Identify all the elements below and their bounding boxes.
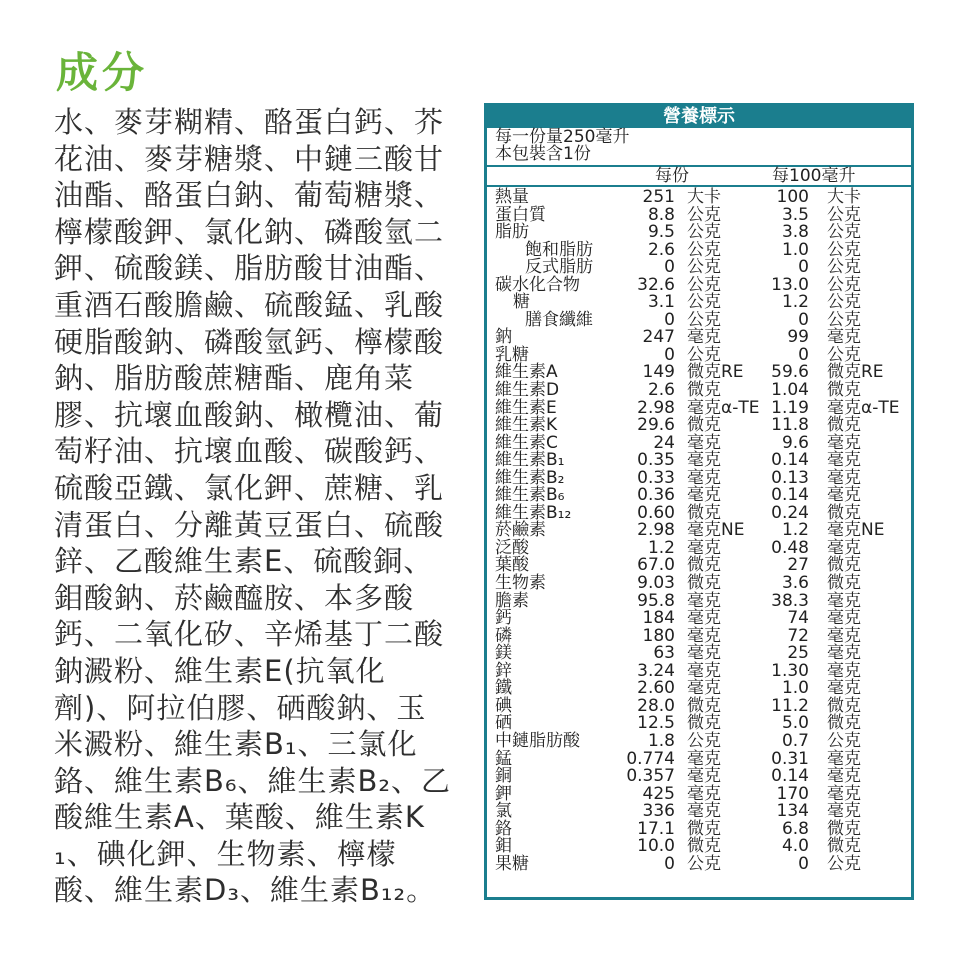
nutrient-name: 銅: [495, 766, 512, 787]
nutrient-name: 脂肪: [495, 222, 529, 243]
per-serving-value: 63: [653, 643, 675, 664]
per-serving-unit: 毫克: [687, 537, 721, 558]
per-100ml-value: 134: [776, 801, 809, 822]
per-serving-value: 336: [642, 801, 675, 822]
per-100ml-value: 1.19: [771, 397, 809, 418]
per-100ml-value: 38.3: [771, 590, 809, 611]
nutrition-facts-panel: [484, 103, 914, 900]
per-100ml-unit: 公克: [827, 204, 861, 225]
per-serving-value: 28.0: [637, 695, 675, 716]
nutrient-name: 果糖: [495, 853, 529, 874]
per-100ml-unit: 毫克: [827, 766, 861, 787]
per-100ml-value: 0: [798, 344, 809, 365]
per-100ml-unit: 公克: [827, 274, 861, 295]
per-100ml-value: 0.24: [771, 502, 809, 523]
per-serving-unit: 毫克: [687, 467, 721, 488]
per-100ml-unit: 毫克: [827, 643, 861, 664]
nutrition-title: 營養標示: [487, 106, 911, 128]
per-100ml-value: 11.8: [771, 415, 809, 436]
nutrient-row: [487, 224, 911, 242]
nutrient-name: 維生素B₁: [495, 450, 565, 471]
per-100ml-value: 0.14: [771, 450, 809, 471]
nutrient-name: 維生素E: [495, 397, 557, 418]
per-100ml-unit: 毫克: [827, 625, 861, 646]
per-100ml-value: 1.2: [781, 520, 809, 541]
per-100ml-value: 27: [787, 555, 809, 576]
per-100ml-value: 3.6: [781, 573, 809, 594]
per-100ml-unit: 微克: [827, 818, 861, 839]
per-serving-value: 2.60: [637, 678, 675, 699]
per-100ml-unit: 微克: [827, 502, 861, 523]
per-serving-unit: 毫克: [687, 748, 721, 769]
per-serving-unit: 微克: [687, 695, 721, 716]
per-serving-unit: 公克: [687, 730, 721, 751]
per-100ml-unit: 公克: [827, 239, 861, 260]
per-100ml-value: 59.6: [771, 362, 809, 383]
nutrient-name: 菸鹼素: [495, 520, 546, 541]
per-100ml-unit: 毫克: [827, 327, 861, 348]
per-100ml-unit: 毫克α-TE: [827, 397, 900, 418]
nutrient-row: [487, 730, 911, 751]
nutrient-name: 維生素A: [495, 362, 558, 383]
per-100ml-value: 6.8: [781, 818, 809, 839]
per-serving-value: 0: [664, 853, 675, 874]
per-100ml-value: 1.2: [781, 292, 809, 313]
nutrient-name: 維生素D: [495, 380, 560, 401]
per-serving-value: 2.6: [647, 380, 675, 401]
per-100ml-value: 1.30: [771, 660, 809, 681]
nutrient-name: 蛋白質: [495, 204, 546, 225]
per-serving-value: 9.5: [647, 222, 675, 243]
nutrient-name: 飽和脂肪: [525, 239, 593, 260]
per-serving-value: 2.98: [637, 397, 675, 418]
per-100ml-value: 25: [787, 643, 809, 664]
per-serving-value: 32.6: [637, 274, 675, 295]
per-100ml-unit: 微克: [827, 695, 861, 716]
nutrient-name: 碘: [495, 695, 512, 716]
per-100ml-value: 1.0: [781, 239, 809, 260]
per-100ml-unit: 毫克: [827, 783, 861, 804]
per-serving-unit: 公克: [687, 222, 721, 243]
per-100ml-value: 9.6: [781, 432, 809, 453]
page-title: 成分: [56, 48, 149, 97]
per-serving-unit: 毫克: [687, 766, 721, 787]
per-100ml-value: 0.31: [771, 748, 809, 769]
nutrient-name: 錳: [495, 748, 512, 769]
per-100ml-unit: 微克RE: [827, 362, 884, 383]
per-serving-value: 0.35: [637, 450, 675, 471]
nutrient-name: 反式脂肪: [525, 257, 593, 278]
per-serving-value: 1.2: [647, 537, 675, 558]
per-100ml-unit: 毫克: [827, 748, 861, 769]
per-100ml-unit: 毫克: [827, 660, 861, 681]
per-serving-value: 95.8: [637, 590, 675, 611]
per-100ml-unit: 毫克: [827, 450, 861, 471]
per-100ml-unit: 公克: [827, 292, 861, 313]
per-serving-value: 2.6: [647, 239, 675, 260]
per-100ml-unit: 公克: [827, 309, 861, 330]
nutrient-name: 鉻: [495, 818, 512, 839]
ingredients-list: 水、麥芽糊精、酪蛋白鈣、芥花油、麥芽糖漿、中鏈三酸甘油酯、酪蛋白鈉、葡萄糖漿、檸檬酸鉀、氯化鈉、磷酸氫二鉀、硫酸鎂、脂肪酸甘油酯、重酒石酸膽鹼、硫酸錳、乳酸硬脂酸鈉、磷酸氫鈣、檸檬酸鈉、脂肪酸蔗糖酯、鹿角菜膠、抗壞血酸鈉、橄欖油、葡萄籽油、抗壞血酸、碳酸鈣、硫酸亞鐵、氯化鉀、蔗糖、乳清蛋白、分離黃豆蛋白、硫酸鋅、乙酸維生素E、硫酸銅、鉬酸鈉、菸鹼醯胺、本多酸鈣、二氧化矽、辛烯基丁二酸鈉澱粉、維生素E(抗氧化劑)、阿拉伯膠、硒酸鈉、玉米澱粉、維生素B₁、三氯化鉻、維生素B₆、維生素B₂、乙酸維生素A、葉酸、維生素K₁、碘化鉀、生物素、檸檬酸、維生素D₃、維生素B₁₂。: [54, 105, 452, 908]
per-serving-unit: 公克: [687, 309, 721, 330]
per-serving-unit: 微克: [687, 573, 721, 594]
per-serving-unit: 微克: [687, 713, 721, 734]
per-serving-unit: 公克: [687, 239, 721, 260]
per-serving-value: 180: [642, 625, 675, 646]
per-100ml-value: 0: [798, 309, 809, 330]
per-serving-unit: 毫克: [687, 801, 721, 822]
per-100ml-unit: 微克: [827, 415, 861, 436]
per-serving-unit: 微克: [687, 555, 721, 576]
per-serving-value: 425: [642, 783, 675, 804]
per-serving-value: 0.36: [637, 485, 675, 506]
per-serving-value: 149: [642, 362, 675, 383]
per-serving-value: 247: [642, 327, 675, 348]
per-serving-value: 8.8: [647, 204, 675, 225]
per-serving-unit: 微克: [687, 380, 721, 401]
per-100ml-unit: 毫克: [827, 678, 861, 699]
nutrient-name: 鐵: [495, 678, 512, 699]
per-100ml-value: 72: [787, 625, 809, 646]
per-serving-unit: 毫克: [687, 643, 721, 664]
nutrient-row: [487, 768, 911, 786]
per-100ml-unit: 毫克: [827, 590, 861, 611]
per-100ml-unit: 公克: [827, 222, 861, 243]
per-100ml-value: 0: [798, 257, 809, 278]
per-serving-value: 2.98: [637, 520, 675, 541]
per-serving-value: 0.357: [626, 766, 675, 787]
per-serving-unit: 毫克NE: [687, 520, 745, 541]
per-100ml-value: 0: [798, 853, 809, 874]
per-serving-unit: 毫克: [687, 783, 721, 804]
per-serving-value: 184: [642, 608, 675, 629]
per-100ml-value: 74: [787, 608, 809, 629]
per-100ml-value: 3.8: [781, 222, 809, 243]
per-100ml-value: 3.5: [781, 204, 809, 225]
nutrient-name: 硒: [495, 713, 512, 734]
per-serving-value: 12.5: [637, 713, 675, 734]
nutrient-name: 葉酸: [495, 555, 529, 576]
per-serving-unit: 公克: [687, 274, 721, 295]
per-100ml-value: 0.48: [771, 537, 809, 558]
serving-info: [487, 128, 911, 167]
per-serving-unit: 微克: [687, 415, 721, 436]
per-100ml-unit: 微克: [827, 380, 861, 401]
per-serving-value: 24: [653, 432, 675, 453]
nutrient-name: 維生素B₆: [495, 485, 565, 506]
per-serving-value: 9.03: [637, 573, 675, 594]
per-serving-unit: 微克: [687, 502, 721, 523]
per-serving-unit: 毫克: [687, 590, 721, 611]
per-serving-unit: 公克: [687, 853, 721, 874]
per-100ml-unit: 公克: [827, 730, 861, 751]
per-serving-unit: 微克: [687, 836, 721, 857]
nutrient-name: 膳食纖維: [525, 309, 593, 330]
per-100ml-unit: 毫克: [827, 485, 861, 506]
per-100ml-value: 5.0: [781, 713, 809, 734]
per-serving-value: 29.6: [637, 415, 675, 436]
nutrient-name: 膽素: [495, 590, 529, 611]
per-serving-value: 1.8: [647, 730, 675, 751]
per-serving-value: 251: [642, 187, 675, 207]
per-100ml-value: 1.04: [771, 380, 809, 401]
nutrient-name: 氯: [495, 801, 512, 822]
per-100ml-value: 1.0: [781, 678, 809, 699]
per-serving-value: 0: [664, 344, 675, 365]
per-serving-unit: 毫克: [687, 608, 721, 629]
per-100ml-value: 99: [787, 327, 809, 348]
per-100ml-unit: 微克: [827, 573, 861, 594]
per-serving-value: 17.1: [637, 818, 675, 839]
per-serving-unit: 公克: [687, 292, 721, 313]
per-serving-value: 0.60: [637, 502, 675, 523]
per-serving-value: 10.0: [637, 836, 675, 857]
per-serving-value: 67.0: [637, 555, 675, 576]
nutrient-name: 磷: [495, 625, 512, 646]
nutrient-row: [487, 575, 911, 593]
serving-size: 每一份量250毫升: [495, 127, 630, 147]
per-serving-unit: 微克RE: [687, 362, 744, 383]
per-serving-unit: 毫克: [687, 660, 721, 681]
per-serving-unit: 毫克: [687, 450, 721, 471]
nutrient-name: 碳水化合物: [495, 274, 580, 295]
nutrient-row: [487, 853, 911, 874]
nutrient-name: 維生素K: [495, 415, 558, 436]
per-100ml-unit: 毫克: [827, 432, 861, 453]
per-100ml-value: 170: [776, 783, 809, 804]
per-100ml-unit: 毫克: [827, 608, 861, 629]
per-serving-unit: 毫克α-TE: [687, 397, 760, 418]
per-serving-value: 3.1: [647, 292, 675, 313]
per-serving-unit: 毫克: [687, 485, 721, 506]
nutrient-name: 鋅: [495, 660, 512, 681]
nutrient-row: [487, 189, 911, 207]
per-100ml-unit: 微克: [827, 836, 861, 857]
per-100ml-value: 100: [776, 187, 809, 207]
per-100ml-unit: 毫克: [827, 801, 861, 822]
per-100ml-value: 0.13: [771, 467, 809, 488]
per-100ml-unit: 毫克: [827, 467, 861, 488]
per-100ml-value: 0.7: [781, 730, 809, 751]
per-serving-unit: 微克: [687, 818, 721, 839]
nutrient-rows: [487, 187, 911, 873]
col-per-100ml: 每100毫升: [772, 166, 856, 186]
per-100ml-unit: 微克: [827, 555, 861, 576]
per-serving-value: 0.774: [626, 748, 675, 769]
nutrient-name: 鈉: [495, 327, 512, 348]
per-serving-unit: 公克: [687, 204, 721, 225]
per-100ml-unit: 公克: [827, 344, 861, 365]
nutrient-name: 維生素B₁₂: [495, 502, 572, 523]
per-serving-value: 0: [664, 309, 675, 330]
nutrient-name: 乳糖: [495, 344, 529, 365]
nutrient-name: 中鏈脂肪酸: [495, 730, 580, 751]
nutrient-name: 鈣: [495, 608, 512, 629]
nutrient-name: 糖: [513, 292, 530, 313]
per-serving-value: 0: [664, 257, 675, 278]
per-100ml-value: 13.0: [771, 274, 809, 295]
per-serving-unit: 公克: [687, 257, 721, 278]
nutrient-name: 鉬: [495, 836, 512, 857]
per-100ml-unit: 公克: [827, 257, 861, 278]
per-serving-value: 0.33: [637, 467, 675, 488]
per-100ml-value: 0.14: [771, 485, 809, 506]
nutrient-name: 熱量: [495, 187, 529, 207]
nutrient-name: 維生素B₂: [495, 467, 565, 488]
per-serving-unit: 公克: [687, 344, 721, 365]
col-per-serving: 每份: [655, 166, 689, 186]
per-100ml-value: 0.14: [771, 766, 809, 787]
nutrient-name: 鉀: [495, 783, 512, 804]
per-serving-unit: 大卡: [687, 187, 721, 207]
nutrient-row: [487, 382, 911, 400]
per-100ml-unit: 微克: [827, 713, 861, 734]
column-headers: [487, 167, 911, 187]
per-100ml-value: 4.0: [781, 836, 809, 857]
per-100ml-unit: 毫克: [827, 537, 861, 558]
nutrient-name: 生物素: [495, 573, 546, 594]
per-serving-unit: 毫克: [687, 327, 721, 348]
servings-per-package: 本包裝含1份: [495, 144, 591, 164]
per-serving-unit: 毫克: [687, 432, 721, 453]
per-100ml-value: 11.2: [771, 695, 809, 716]
nutrient-name: 泛酸: [495, 537, 529, 558]
per-serving-unit: 毫克: [687, 625, 721, 646]
nutrient-name: 維生素C: [495, 432, 558, 453]
per-serving-value: 3.24: [637, 660, 675, 681]
per-serving-unit: 毫克: [687, 678, 721, 699]
per-100ml-unit: 公克: [827, 853, 861, 874]
per-100ml-unit: 毫克NE: [827, 520, 885, 541]
per-100ml-unit: 大卡: [827, 187, 861, 207]
nutrient-name: 鎂: [495, 643, 512, 664]
